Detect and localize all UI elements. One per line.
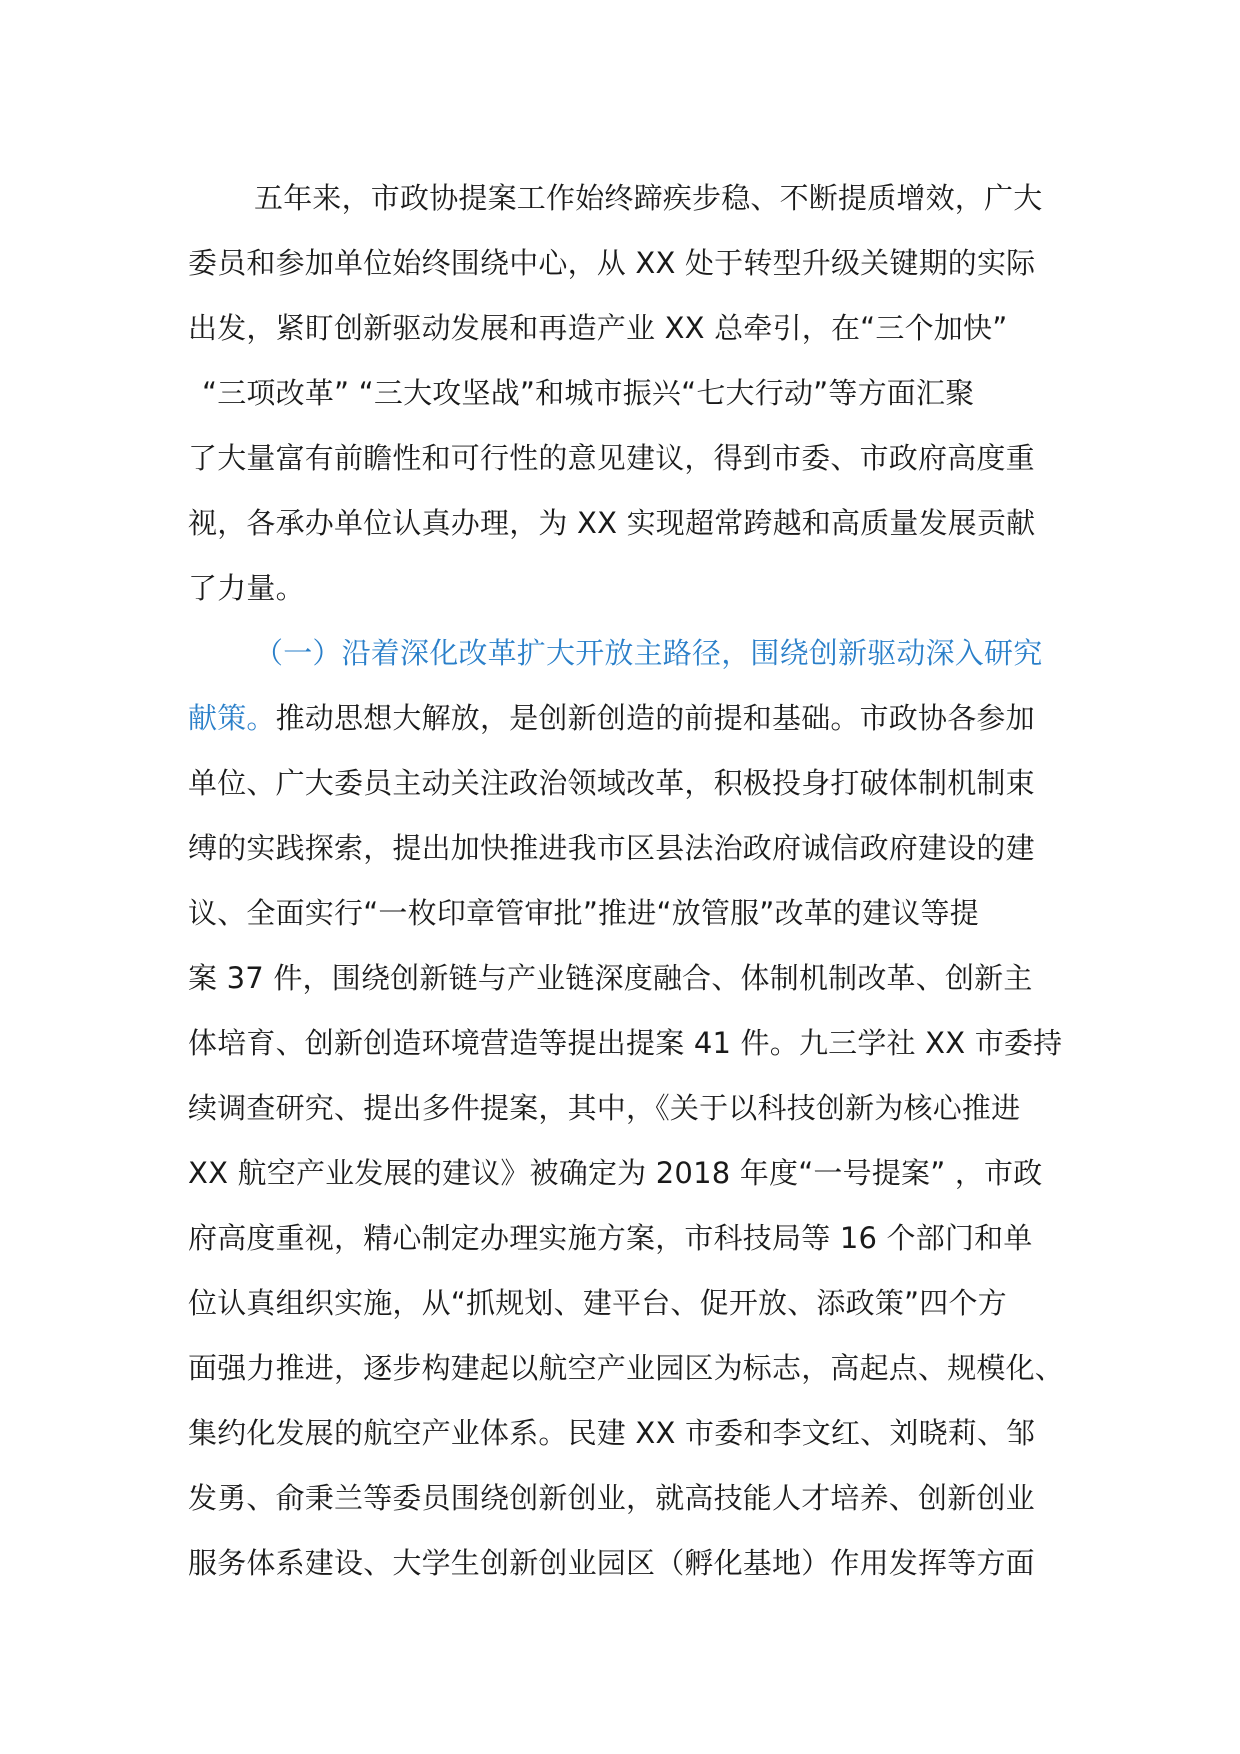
paragraph-line: 案 37 件，围绕创新链与产业链深度融合、体制机制改革、创新主	[188, 961, 1033, 995]
paragraph-line: 五年来，市政协提案工作始终蹄疾步稳、不断提质增效，广大	[254, 181, 1043, 215]
paragraph-line: 面强力推进，逐步构建起以航空产业园区为标志，高起点、规模化、	[188, 1351, 1065, 1385]
section-heading-end: 献策。	[188, 701, 276, 735]
paragraph-line: 了力量。	[188, 571, 305, 605]
paragraph-line: 位认真组织实施，从“抓规划、建平台、促开放、添政策”四个方	[188, 1286, 1007, 1320]
paragraph-line: 体培育、创新创造环境营造等提出提案 41 件。九三学社 XX 市委持	[188, 1026, 1063, 1060]
paragraph-line: “三项改革” “三大攻坚战”和城市振兴“七大行动”等方面汇聚	[202, 376, 975, 410]
paragraph-line: 委员和参加单位始终围绕中心，从 XX 处于转型升级关键期的实际	[188, 246, 1036, 280]
paragraph-line: 续调查研究、提出多件提案，其中，《关于以科技创新为核心推进	[188, 1091, 1021, 1125]
paragraph-text: 推动思想大解放，是创新创造的前提和基础。市政协各参加	[275, 701, 1035, 735]
paragraph-line: 视，各承办单位认真办理，为 XX 实现超常跨越和高质量发展贡献	[188, 506, 1036, 540]
paragraph-line: 服务体系建设、大学生创新创业园区（孵化基地）作用发挥等方面	[188, 1546, 1035, 1580]
paragraph-intro	[188, 166, 1068, 621]
paragraph-line: 了大量富有前瞻性和可行性的意见建议，得到市委、市政府高度重	[188, 441, 1035, 475]
paragraph-line: 单位、广大委员主动关注政治领域改革，积极投身打破体制机制束	[188, 766, 1035, 800]
paragraph-line: 议、全面实行“一枚印章管审批”推进“放管服”改革的建议等提	[188, 896, 979, 930]
paragraph-line: 出发，紧盯创新驱动发展和再造产业 XX 总牵引，在“三个加快”	[188, 311, 1008, 345]
paragraph-line: 发勇、俞秉兰等委员围绕创新创业，就高技能人才培养、创新创业	[188, 1481, 1035, 1515]
paragraph-line	[188, 621, 1068, 686]
paragraph-line: XX 航空产业发展的建议》被确定为 2018 年度“一号提案” ，市政	[188, 1156, 1043, 1190]
paragraph-line: 缚的实践探索，提出加快推进我市区县法治政府诚信政府建设的建	[188, 831, 1035, 865]
paragraph-line: 集约化发展的航空产业体系。民建 XX 市委和李文红、刘晓莉、邹	[188, 1416, 1036, 1450]
document-body	[188, 166, 1068, 1596]
paragraph-line: 府高度重视，精心制定办理实施方案，市科技局等 16 个部门和单	[188, 1221, 1033, 1255]
paragraph-reform	[188, 621, 1068, 1596]
paragraph-line	[188, 686, 1068, 751]
section-heading: （一）沿着深化改革扩大开放主路径，围绕创新驱动深入研究	[254, 636, 1043, 670]
